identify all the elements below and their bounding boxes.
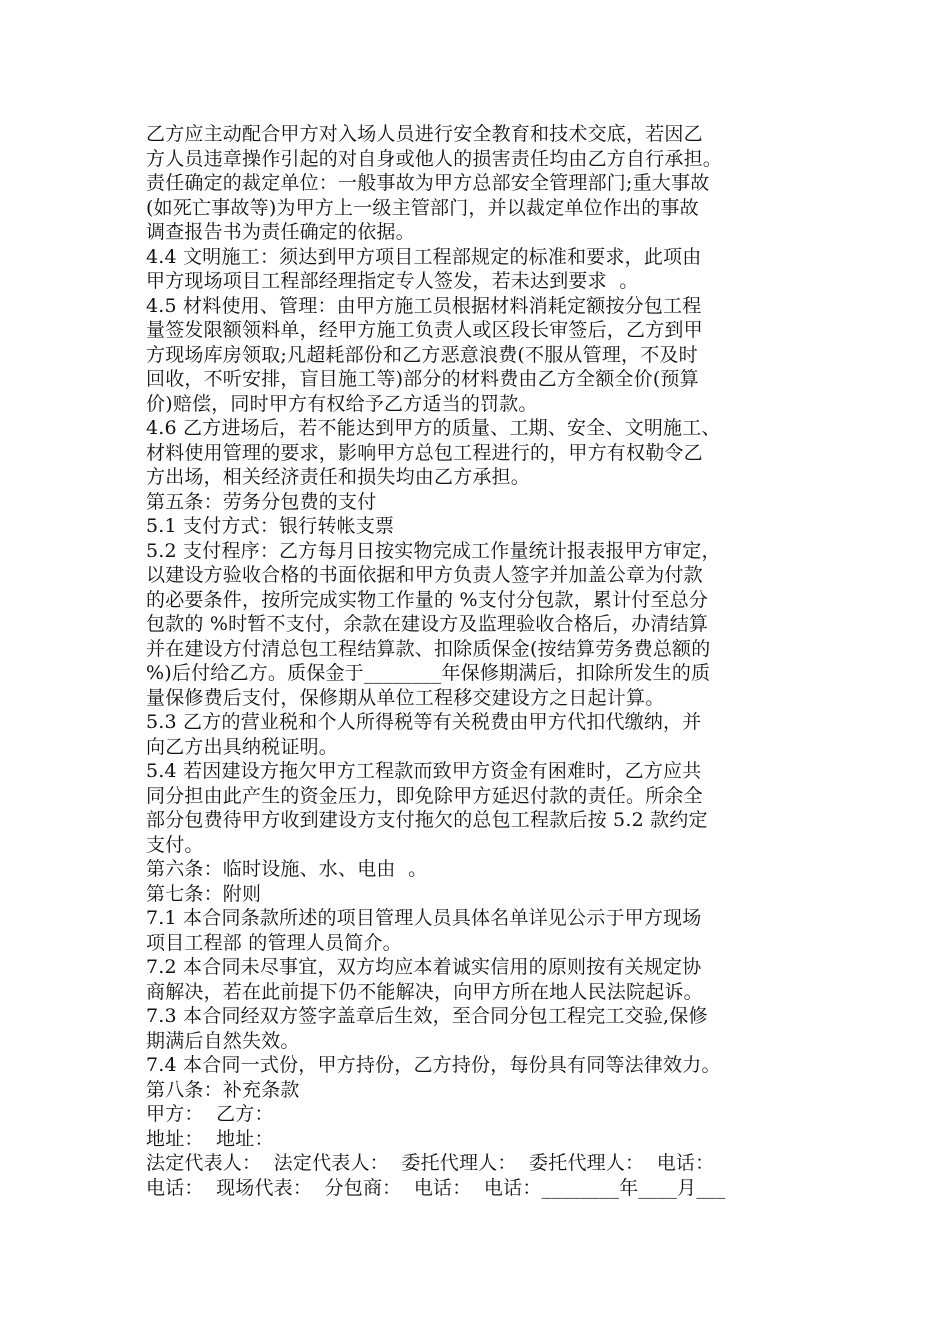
text-line: 甲方现场项目工程部经理指定专人签发，若未达到要求 。 xyxy=(146,270,639,292)
text-line: 调查报告书为责任确定的依据。 xyxy=(146,221,415,243)
party-line: 甲方： 乙方： xyxy=(146,1103,274,1125)
clause-7-1: 7.1 本合同条款所述的项目管理人员具体名单详见公示于甲方现场 xyxy=(146,907,702,929)
clause-4-5: 4.5 材料使用、管理：由甲方施工员根据材料消耗定额按分包工程 xyxy=(146,294,702,317)
text-line: 向乙方出具纳税证明。 xyxy=(146,735,339,758)
text-line: 支付。 xyxy=(146,833,204,856)
text-line: 量签发限额领料单，经甲方施工负责人或区段长审签后，乙方到甲 xyxy=(146,319,703,341)
clause-5-3: 5.3 乙方的营业税和个人所得税等有关税费由甲方代扣代缴纳，并 xyxy=(146,711,702,733)
text-line: %)后付给乙方。质保金于________年保修期满后，扣除所发生的质 xyxy=(146,662,711,684)
text-line: 乙方应主动配合甲方对入场人员进行安全教育和技术交底，若因乙 xyxy=(146,123,703,145)
clause-5-4: 5.4 若因建设方拖欠甲方工程款而致甲方资金有困难时，乙方应共 xyxy=(146,760,702,782)
text-line: 以建设方验收合格的书面依据和甲方负责人签字并加盖公章为付款 xyxy=(146,564,703,586)
text-line: 回收，不听安排，盲目施工等)部分的材料费由乙方全额全价(预算 xyxy=(146,368,699,390)
text-line: 期满后自然失效。 xyxy=(146,1029,300,1052)
text-line: (如死亡事故等)为甲方上一级主管部门，并以裁定单位作出的事故 xyxy=(146,196,699,219)
text-line: 材料使用管理的要求，影响甲方总包工程进行的，甲方有权勒令乙 xyxy=(146,441,703,464)
text-line: 项目工程部 的管理人员简介。 xyxy=(146,931,402,954)
clause-7-4: 7.4 本合同一式份，甲方持份，乙方持份，每份具有同等法律效力。 xyxy=(146,1054,721,1076)
signature-date-line: 电话： 现场代表： 分包商： 电话： 电话：________年____月___ xyxy=(146,1176,726,1199)
section-heading-6: 第六条：临时设施、水、电由 。 xyxy=(146,858,428,880)
text-line: 量保修费后支付，保修期从单位工程移交建设方之日起计算。 xyxy=(146,686,665,709)
section-heading-8: 第八条：补充条款 xyxy=(146,1078,300,1101)
text-line: 部分包费待甲方收到建设方支付拖欠的总包工程款后按 5.2 款约定 xyxy=(146,809,708,831)
section-heading-5: 第五条：劳务分包费的支付 xyxy=(146,490,377,513)
clause-7-2: 7.2 本合同未尽事宜，双方均应本着诚实信用的原则按有关规定协 xyxy=(146,956,702,978)
text-line: 包款的 %时暂不支付，余款在建设方及监理验收合格后，办清结算 xyxy=(146,613,709,635)
text-line: 价)赔偿，同时甲方有权给予乙方适当的罚款。 xyxy=(146,392,538,415)
text-line: 方现场库房领取;凡超耗部份和乙方恶意浪费(不服从管理，不及时 xyxy=(146,343,698,366)
representative-line: 法定代表人： 法定代表人： 委托代理人： 委托代理人： 电话： xyxy=(146,1152,715,1174)
text-line: 同分担由此产生的资金压力，即免除甲方延迟付款的责任。所余全 xyxy=(146,784,703,807)
clause-5-1: 5.1 支付方式：银行转帐支票 xyxy=(146,515,395,537)
clause-4-6: 4.6 乙方进场后，若不能达到甲方的质量、工期、安全、文明施工、 xyxy=(146,417,721,439)
clause-5-2: 5.2 支付程序：乙方每月日按实物完成工作量统计报表报甲方审定， xyxy=(146,539,721,562)
text-line: 商解决，若在此前提下仍不能解决，向甲方所在地人民法院起诉。 xyxy=(146,980,703,1003)
text-line: 的必要条件，按所完成实物工作量的 %支付分包款，累计付至总分 xyxy=(146,588,709,611)
text-line: 方出场，相关经济责任和损失均由乙方承担。 xyxy=(146,466,531,488)
address-line: 地址： 地址： xyxy=(146,1127,274,1150)
text-line: 并在建设方付清总包工程结算款、扣除质保金(按结算劳务费总额的 xyxy=(146,637,711,660)
clause-7-3: 7.3 本合同经双方签字盖章后生效，至合同分包工程完工交验,保修 xyxy=(146,1005,708,1027)
document-body xyxy=(146,122,826,1200)
clause-4-4: 4.4 文明施工：须达到甲方项目工程部规定的标准和要求，此项由 xyxy=(146,245,702,268)
text-line: 方人员违章操作引起的对自身或他人的损害责任均由乙方自行承担。 xyxy=(146,147,723,170)
section-heading-7: 第七条：附则 xyxy=(146,882,262,905)
text-line: 责任确定的裁定单位：一般事故为甲方总部安全管理部门;重大事故 xyxy=(146,172,710,194)
